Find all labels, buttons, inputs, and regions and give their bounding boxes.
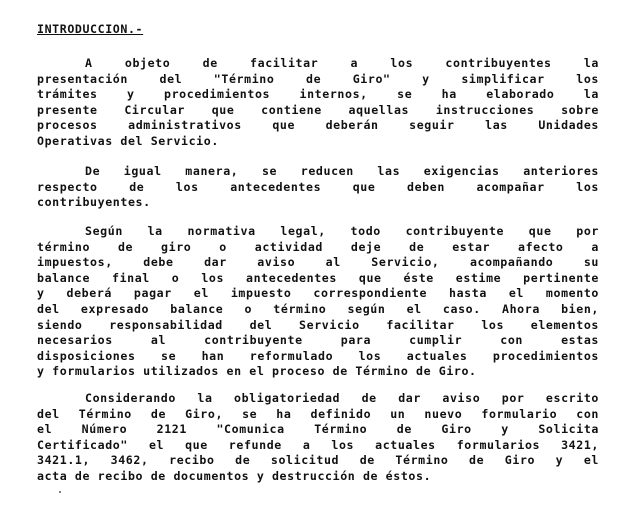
paragraph-line: procesos administrativos que deberán seguir las Unidades bbox=[37, 118, 599, 133]
paragraph-line: impuestos, debe dar aviso al Servicio, acompañando su bbox=[37, 255, 599, 270]
paragraph-line: De igual manera, se reducen las exigencias anteriores bbox=[85, 164, 599, 178]
paragraph-line: Considerando la obligatoriedad de dar aviso por escrito bbox=[85, 391, 599, 405]
paragraph-line: Operativas del Servicio. bbox=[37, 133, 219, 148]
paragraph-line: y formularios utilizados en el proceso de Término de Giro. bbox=[37, 364, 477, 379]
paragraph-line: trámites y procedimientos internos, se ha elaborado la bbox=[37, 87, 599, 102]
paragraph-3 bbox=[37, 224, 599, 380]
paragraph-line: necesarios al contribuyente para cumplir con estas bbox=[37, 333, 599, 348]
paragraph-line: contribuyentes. bbox=[37, 195, 151, 210]
paragraph-line: acta de recibo de documentos y destrucción de éstos. bbox=[37, 468, 432, 483]
scan-speck bbox=[59, 491, 61, 493]
paragraph-2 bbox=[37, 164, 599, 211]
paragraph-line: y deberá pagar el impuesto correspondiente hasta el momento bbox=[37, 286, 599, 301]
paragraph-line: término de giro o actividad deje de estar afecto a bbox=[37, 239, 599, 254]
paragraph-line: Certificado" el que refunde a los actuales formularios 3421, bbox=[37, 437, 599, 452]
paragraph-1 bbox=[37, 56, 599, 150]
paragraph-line: presentación del "Término de Giro" y simplificar los bbox=[37, 71, 599, 86]
paragraph-line: siendo responsabilidad del Servicio facilitar los elementos bbox=[37, 317, 599, 332]
paragraph-line: del expresado balance o término según el caso. Ahora bien, bbox=[37, 301, 599, 316]
paragraph-line: balance final o los antecedentes que éste estime pertinente bbox=[37, 270, 599, 285]
paragraph-line: A objeto de facilitar a los contribuyentes la bbox=[85, 56, 599, 70]
paragraph-line: Según la normativa legal, todo contribuyente que por bbox=[85, 224, 599, 238]
paragraph-line: del Término de Giro, se ha definido un nuevo formulario con bbox=[37, 406, 599, 421]
paragraph-4 bbox=[37, 391, 599, 485]
paragraph-line: disposiciones se han reformulado los actuales procedimientos bbox=[37, 348, 599, 363]
paragraph-line: respecto de los antecedentes que deben acompañar los bbox=[37, 179, 599, 194]
paragraph-line: presente Circular que contiene aquellas instrucciones sobre bbox=[37, 102, 599, 117]
paragraph-line: 3421.1, 3462, recibo de solicitud de Término de Giro y el bbox=[37, 453, 599, 468]
section-heading: INTRODUCCION.- bbox=[37, 22, 144, 36]
paragraph-line: el Número 2121 "Comunica Término de Giro y Solicita bbox=[37, 422, 599, 437]
